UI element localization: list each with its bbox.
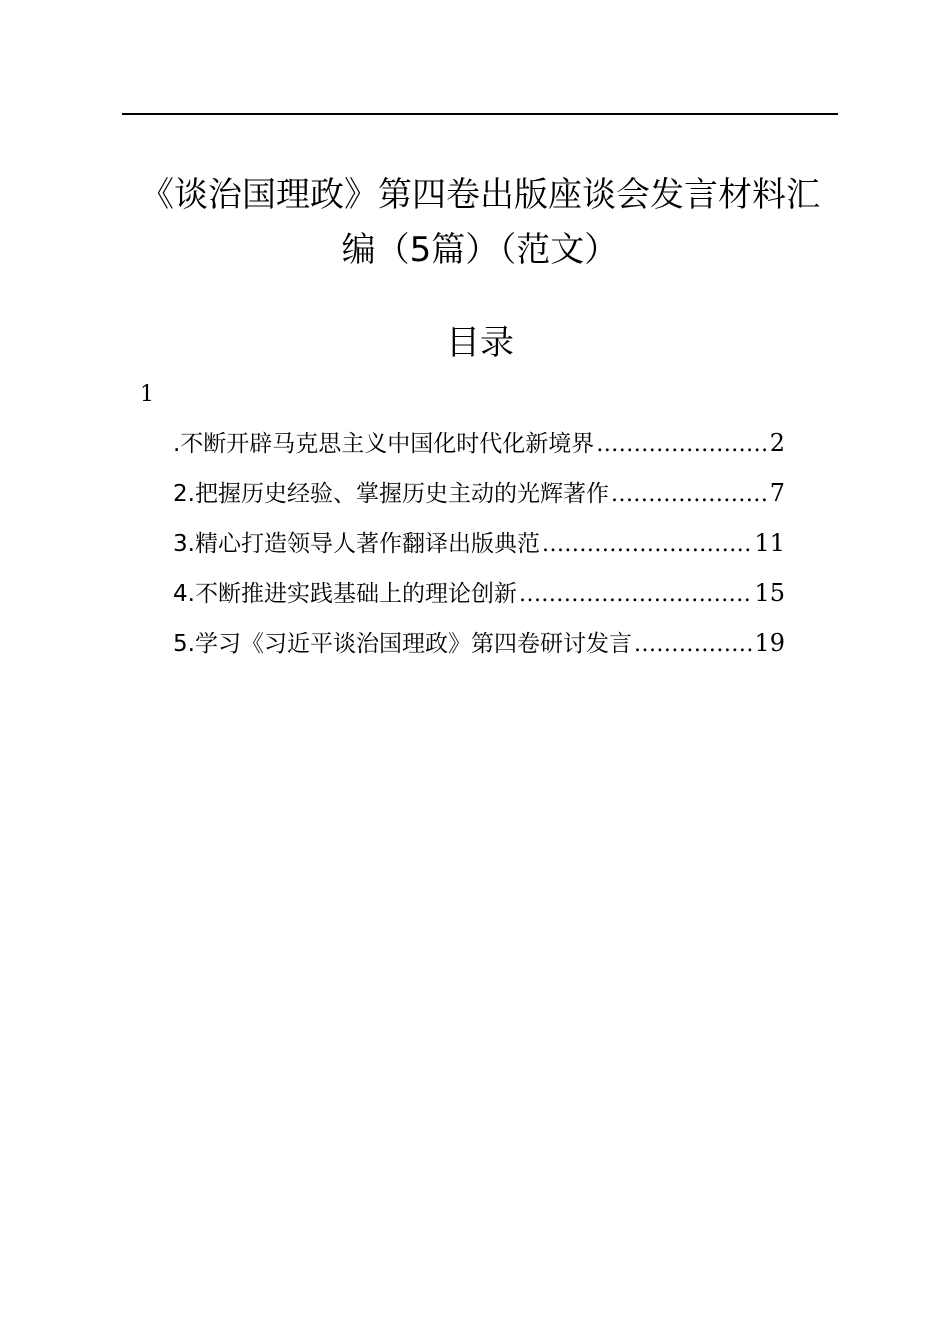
toc-entry-title: 2.把握历史经验、掌握历史主动的光辉著作: [173, 481, 609, 507]
toc-dot-leader: [519, 577, 753, 613]
table-of-contents: [173, 425, 785, 675]
toc-entry[interactable]: [173, 475, 785, 525]
toc-entry-title: 3.精心打造领导人著作翻译出版典范: [173, 531, 540, 557]
document-title-line-1: 《谈治国理政》第四卷出版座谈会发言材料汇: [140, 175, 820, 215]
toc-entry[interactable]: [173, 625, 785, 675]
toc-dot-leader: [611, 477, 768, 513]
document-title: [122, 168, 838, 278]
document-title-line-2: 编（5篇）（范文）: [341, 230, 619, 270]
toc-page-number: 15: [754, 579, 785, 607]
toc-page-number: 19: [754, 629, 785, 657]
toc-entry[interactable]: [173, 575, 785, 625]
toc-entry-title: 4.不断推进实践基础上的理论创新: [173, 581, 517, 607]
toc-page-number: 2: [769, 429, 785, 457]
toc-entry-title: .不断开辟马克思主义中国化时代化新境界: [173, 431, 595, 457]
toc-page-number: 11: [754, 529, 785, 557]
toc-stray-number: 1: [140, 382, 154, 407]
toc-dot-leader: [634, 627, 753, 663]
toc-page-number: 7: [769, 479, 785, 507]
toc-heading: 目录: [446, 323, 514, 363]
toc-entry[interactable]: [173, 525, 785, 575]
toc-dot-leader: [542, 527, 753, 563]
toc-entry-title: 5.学习《习近平谈治国理政》第四卷研讨发言: [173, 631, 632, 657]
toc-entry[interactable]: [173, 425, 785, 475]
header-rule: [122, 113, 838, 115]
toc-dot-leader: [596, 427, 767, 463]
